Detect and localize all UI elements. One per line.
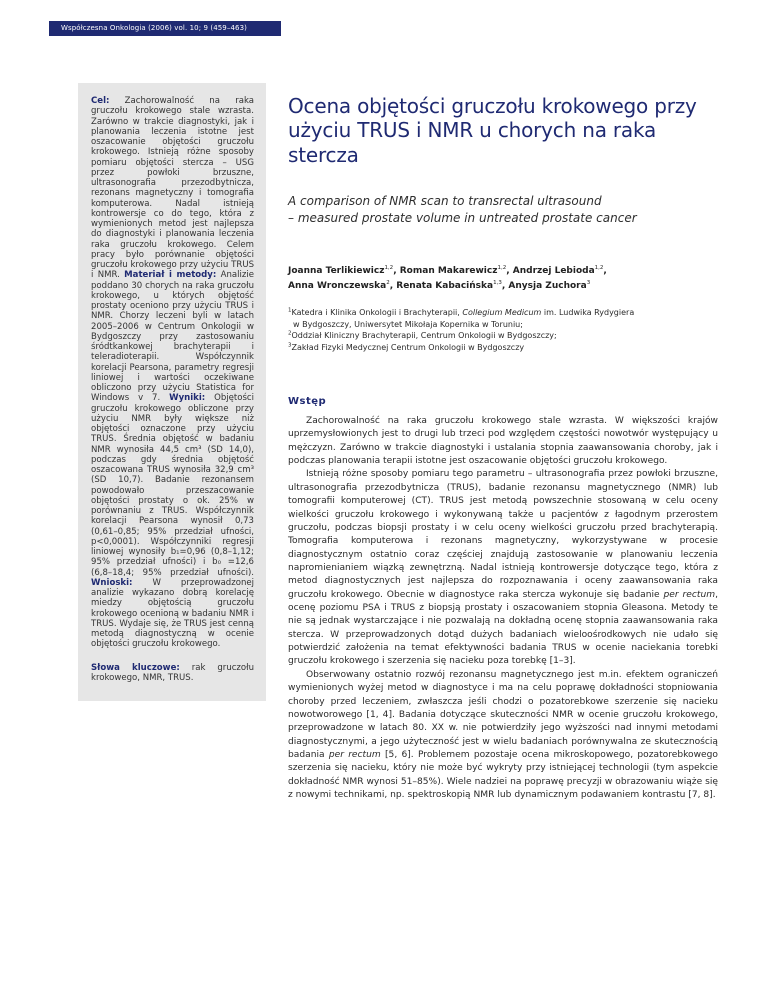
author-name: Andrzej Lebioda [512,266,595,276]
methods-label: Materiał i metody: [124,270,217,281]
aim-label: Cel: [91,96,110,106]
conclusions-text: W przeprowadzonej analizie wykazano dobrą korelację miedzy objętością gruczołu krokowego ocenioną w badaniu NMR i TRUS. Wydaje się, że TRUS jest cenną metodą diagnostyczną w ocenie objętości gruczołu krokowego. [91,577,254,650]
affiliation-1: $^1$Katedra i Klinika Onkologii i Brachyterapii, Collegium Medicum im. Ludwika Rydygiera [288,307,635,317]
keywords-label: Słowa kluczowe: [91,662,180,673]
authors: Joanna Terlikiewicz$^{1,2}$, Roman Makarewicz$^{1,2}$, Andrzej Lebioda$^{1,2}$, Anna Wronczewska$^2$, Renata Kabacińska$^{1,3}$, Anysja Zuchora$^3$ [288,265,607,291]
methods-text: Analizie poddano 30 chorych na raka gruczołu krokowego, u których objętość prostaty oceniono przy użyciu TRUS i NMR. Chorzy leczeni byli w latach 2005–2006 w Centrum Onkologii w Bydgoszczy przy zastosowaniu śródtkankowej brachyterapii i teleradioterapii. Współczynnik korelacji Pearsona, parametry regresji liniowej i wartości oczekiwane obliczono przy użyciu Statistica for Windows v 7. [91,270,254,404]
results-label: Wyniki: [169,393,206,404]
abstract-text [91,96,254,650]
affiliations [288,307,728,353]
author-affiliation-marker: 2 [386,279,390,286]
keywords-text: rak gruczołu krokowego, NMR, TRUS. [91,662,254,683]
author-affiliation-marker: 3 [586,279,591,286]
body-paragraph-2: Istnieją różne sposoby pomiaru tego parametru – ultrasonografia przez powłoki brzuszne, ultrasonografia przezodbytnicza (TRUS), badanie rezonansu magnetycznego (NMR) lub tomografii komputerowej (CT). TRUS jest metodą powszechnie stosowaną w celu oceny wielkości gruczołu krokowego i wykonywaną także u pacjentów z łagodnym przerostem gruczołu, podczas biopsji prostaty i w celu oceny wielkości gruczołu przed brachyterapią. Tomografia komputerowa i rezonans magnetyczny, wykorzystywane w procesie diagnostycznym ostatnio coraz częściej znajdują zastosowanie w planowaniu leczenia napromienianiem wiązką zewnętrzną. Nadal istnieją kontrowersje dotyczące tego, która z metod diagnostycznych jest najlepsza do rozpoznawania i oceny zaawansowania raka gruczołu krokowego. Obecnie w diagnostyce raka stercza wykonuje się badanie per rectum, ocenę poziomu PSA i TRUS z biopsją prostaty i oszacowaniem stopnia Gleasona. Metody te nie są jednak wystarczające i nie pozwalają na dokładną ocenę stopnia zaawansowania raka stercza. W przeprowadzonych dotąd dużych badaniach wieloośrodkowych nie udało się potwierdzić założenia na temat efektywności badania TRUS w ocenie naciekania torebki gruczołu krokowego i szerzenia się nacieku poza torebkę [1–3]. [288,469,718,667]
conclusions-label: Wnioski: [91,577,133,588]
affiliation-1-continued: w Bydgoszczy, Uniwersytet Mikołaja Kopernika w Toruniu; [293,319,523,329]
keywords [91,663,254,684]
subtitle-line-1: A comparison of NMR scan to transrectal ultrasound [288,194,602,208]
author-affiliation-marker: 1,2 [384,265,394,271]
affiliation-3: $^3$Zakład Fizyki Medycznej Centrum Onkologii w Bydgoszczy [288,342,525,352]
author-name: Joanna Terlikiewicz [288,266,385,276]
author-name: Roman Makarewicz [399,266,498,276]
journal-header: Współczesna Onkologia (2006) vol. 10; 9 (459–463) [49,21,281,36]
author-name: Renata Kabacińska [396,280,494,291]
author-affiliation-marker: 1,2 [594,265,604,271]
author-affiliation-marker: 1,3 [493,279,502,286]
aim-text: Zachorowalność na raka gruczołu krokowego stale wzrasta. Zarówno w trakcie diagnostyki, jak i planowania leczenia istotne jest oszacowanie objętości gruczołu krokowego. Istnieją różne sposoby pomiaru objętości stercza – USG przez powłoki brzuszne, ultrasonografia przezodbytnicza, rezonans magnetyczny i tomografia komputerowa. Nadal istnieją kontrowersje co do tego, która z wymienionych metod jest najlepsza do diagnostyki i planowania leczenia raka gruczołu krokowego. Celem pracy było porównanie objętości gruczołu krokowego przy użyciu TRUS i NMR. [91,96,254,281]
body-text [288,415,718,802]
abstract-box [78,83,266,701]
section-heading: Wstęp [288,396,327,407]
affiliation-2: $^2$Oddział Kliniczny Brachyterapii, Centrum Onkologii w Bydgoszczy; [288,330,557,341]
author-name: Anysja Zuchora [508,280,587,291]
body-paragraph-3: Obserwowany ostatnio rozwój rezonansu magnetycznego jest m.in. efektem ograniczeń wymienionych wyżej metod w diagnostyce i ma na celu poprawę dokładności stopniowania choroby przed leczeniem, zwłaszcza jeśli chodzi o pozatorebkowe szerzenie się nacieku nowotworowego [1, 4]. Badania dotyczące skuteczności NMR w ocenie gruczołu krokowego, przeprowadzone w latach 80. XX w. nie potwierdziły jego wyższości nad innymi metodami diagnostycznymi, a jego użyteczność jest w wielu badaniach porównywalna ze skutecznością badania per rectum [5, 6]. Problemem pozostaje ocena mikroskopowego, pozatorebkowego szerzenia się nacieku, który nie może być wykryty przy istniejącej technologii (tym aspekcie dokładność NMR wynosi 51–85%). Wiele nadziei na poprawę precyzji w obrazowaniu wiąże się z nowymi technikami, np. spektroskopią NMR lub dynamicznym podawaniem kontrastu [7, 8]. [288,669,718,801]
body-paragraph-1: Zachorowalność na raka gruczołu krokowego stale wzrasta. W większości krajów uprzemysłowionych jest to drugi lub trzeci pod względem częstości nowotwór występujący u mężczyzn. Zarówno w trakcie diagnostyki i ustalania stopnia zaawansowania choroby, jak i podczas planowania terapii istotne jest oszacowanie objętości gruczołu krokowego. [288,416,718,467]
article-subtitle [288,193,718,228]
results-text: Objętości gruczołu krokowego obliczone przy użyciu NMR były większe niż objętości oznaczone przy użyciu TRUS. Średnia objętość w badaniu NMR wynosiła 44,5 cm³ (SD 14,0), podczas gdy średnia objętość oszacowana TRUS wynosiła 32,9 cm³ (SD 10,7). Badanie rezonansem powodowało przeszacowanie objętości prostaty o ok. 25% w porównaniu z TRUS. Współczynnik korelacji Pearsona wynosił 0,73 (0,61–0,85; 95% przedział ufności, p<0,0001). Współczynniki regresji liniowej wynosiły b₁=0,96 (0,8–1,12; 95% przedział ufności) i b₀ =12,6 (6,8–18,4; 95% przedział ufności). [91,393,254,578]
subtitle-line-2: – measured prostate volume in untreated prostate cancer [288,211,637,226]
author-name: Anna Wronczewska [288,280,387,291]
article-title: Ocena objętości gruczołu krokowego przy użyciu TRUS i NMR u chorych na raka stercza [288,94,697,167]
author-affiliation-marker: 1,2 [497,265,507,271]
